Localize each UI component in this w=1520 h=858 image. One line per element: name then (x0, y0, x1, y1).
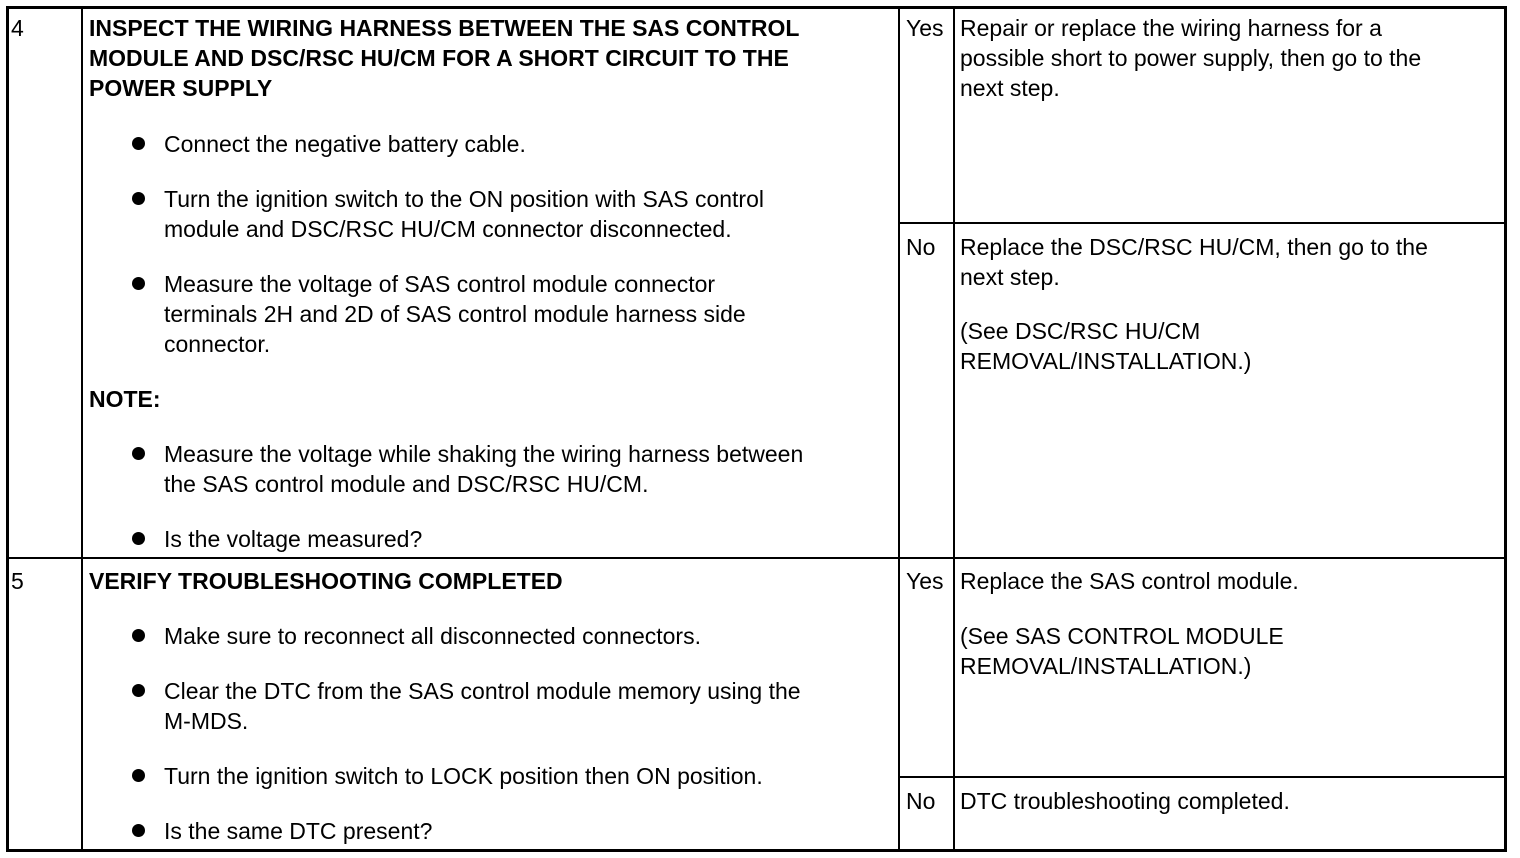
no-action-text: Replace the DSC/RSC HU/CM, then go to the (960, 234, 1428, 260)
yes-action-text: next step. (960, 75, 1060, 101)
step-heading-line: POWER SUPPLY (89, 75, 273, 101)
bullet-icon (132, 532, 145, 545)
col-divider-result (953, 6, 955, 852)
bullet-text: Connect the negative battery cable. (164, 131, 526, 157)
bullet-text: Is the same DTC present? (164, 818, 433, 844)
note-label: NOTE: (89, 386, 161, 412)
step-number: 5 (11, 568, 24, 594)
yes-action-text: Repair or replace the wiring harness for a (960, 15, 1382, 41)
step-heading-line: MODULE AND DSC/RSC HU/CM FOR A SHORT CIRCUIT TO THE (89, 45, 789, 71)
yes-reference-text: REMOVAL/INSTALLATION.) (960, 653, 1252, 679)
bullet-text: module and DSC/RSC HU/CM connector disconnected. (164, 216, 732, 242)
bullet-icon (132, 192, 145, 205)
bullet-icon (132, 137, 145, 150)
no-reference-text: (See DSC/RSC HU/CM (960, 318, 1201, 344)
yes-action-text: Replace the SAS control module. (960, 568, 1299, 594)
no-reference-text: REMOVAL/INSTALLATION.) (960, 348, 1252, 374)
no-action-text: DTC troubleshooting completed. (960, 788, 1290, 814)
yes-no-divider-row4 (898, 222, 1507, 224)
bullet-text: Clear the DTC from the SAS control module memory using the (164, 678, 801, 704)
bullet-text: Measure the voltage of SAS control module connector (164, 271, 716, 297)
bullet-text: Turn the ignition switch to LOCK position then ON position. (164, 763, 763, 789)
bullet-icon (132, 824, 145, 837)
yes-action-text: possible short to power supply, then go to the (960, 45, 1422, 71)
bullet-text: connector. (164, 331, 271, 357)
bullet-text: terminals 2H and 2D of SAS control module harness side (164, 301, 746, 327)
bullet-icon (132, 629, 145, 642)
col-divider-action (898, 6, 900, 852)
bullet-text: the SAS control module and DSC/RSC HU/CM. (164, 471, 649, 497)
yes-no-divider-row5 (898, 776, 1507, 778)
step-number: 4 (11, 15, 24, 41)
row-divider (6, 557, 1507, 559)
bullet-text: Make sure to reconnect all disconnected connectors. (164, 623, 701, 649)
col-divider-step (81, 6, 83, 852)
step-heading-line: VERIFY TROUBLESHOOTING COMPLETED (89, 568, 563, 594)
no-label: No (906, 234, 936, 260)
bullet-text: Is the voltage measured? (164, 526, 423, 552)
bullet-icon (132, 277, 145, 290)
no-label: No (906, 788, 936, 814)
bullet-icon (132, 769, 145, 782)
yes-reference-text: (See SAS CONTROL MODULE (960, 623, 1284, 649)
no-action-text: next step. (960, 264, 1060, 290)
step-heading-line: INSPECT THE WIRING HARNESS BETWEEN THE SAS CONTROL (89, 15, 800, 41)
yes-label: Yes (906, 15, 944, 41)
yes-label: Yes (906, 568, 944, 594)
bullet-text: M-MDS. (164, 708, 249, 734)
bullet-icon (132, 684, 145, 697)
bullet-text: Turn the ignition switch to the ON position with SAS control (164, 186, 764, 212)
bullet-text: Measure the voltage while shaking the wiring harness between (164, 441, 804, 467)
bullet-icon (132, 447, 145, 460)
